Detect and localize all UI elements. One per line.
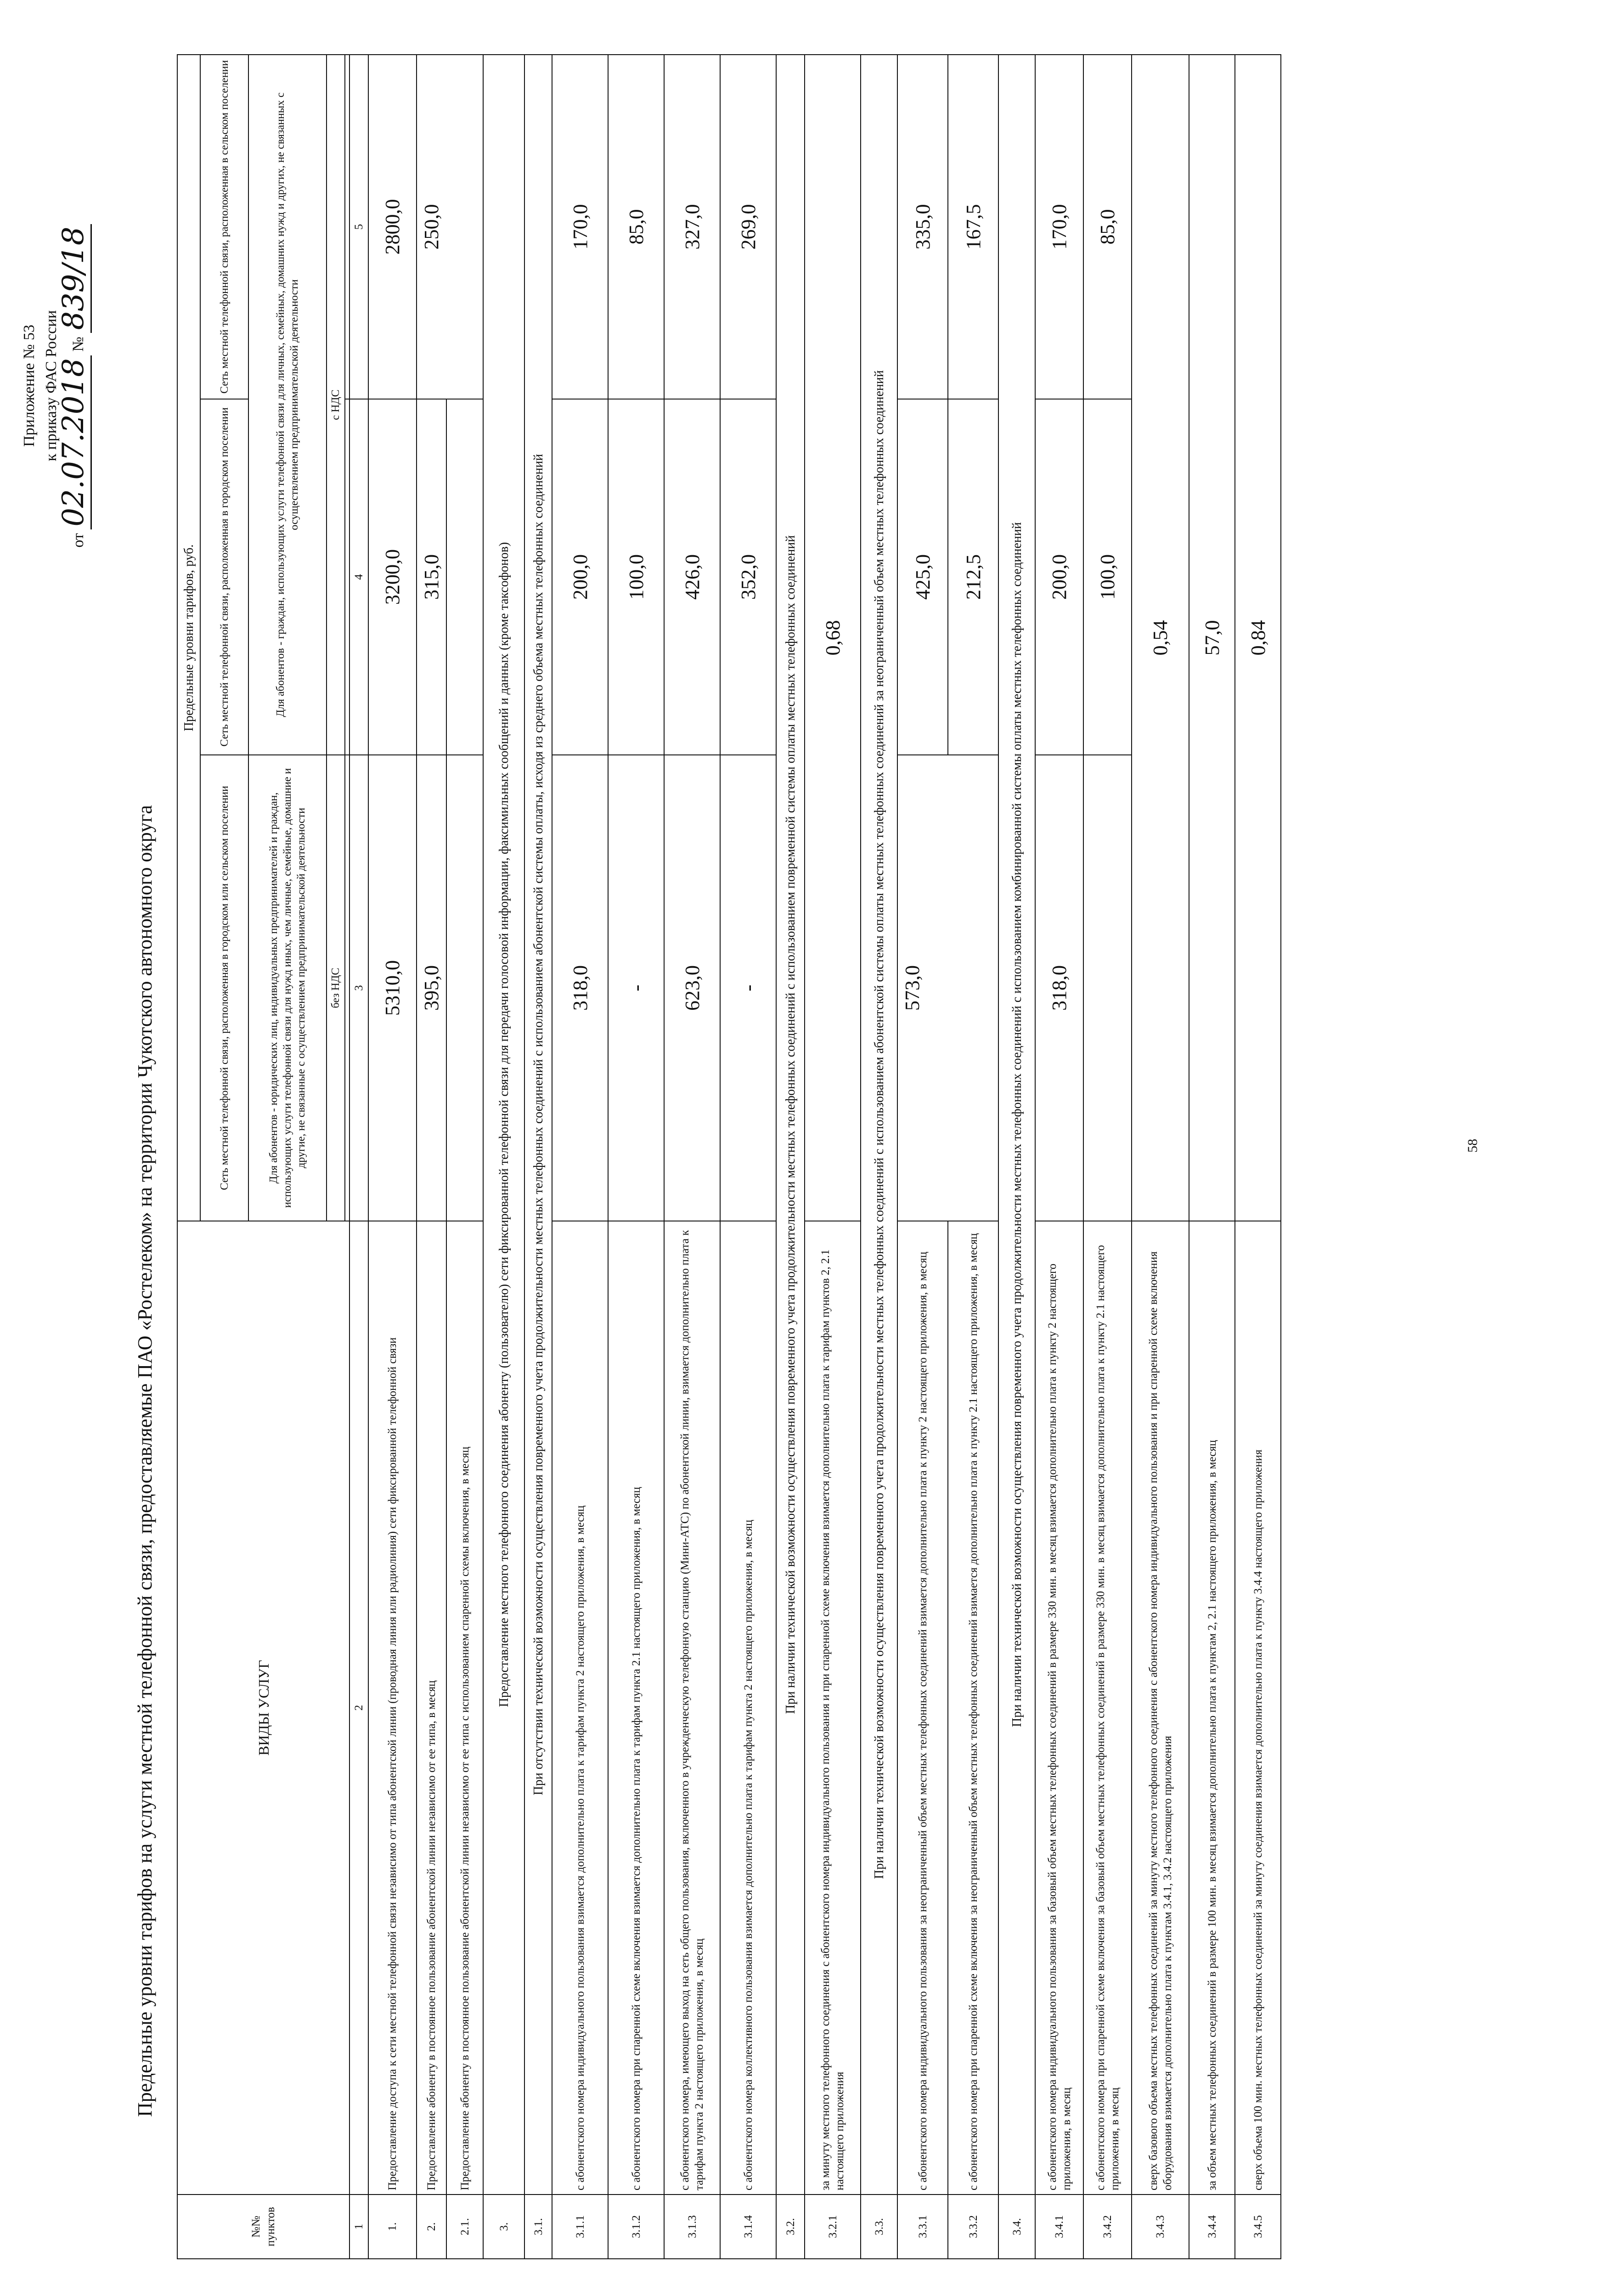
row-text: сверх базового объема местных телефонных соединений за минуту местного телефонного соединения с абонентского номера индивидуального пользования и при спаренной схеме включения оборудования взимается дополнительно плата к пунктам 3.4.1, 3.4.2 настоящего приложения (1132, 1221, 1189, 2195)
row-num: 3.1.4 (720, 2195, 776, 2259)
row-num: 3.4.4 (1189, 2195, 1235, 2259)
section-row (776, 55, 805, 2259)
table-row (805, 55, 861, 2259)
value-col5: 170,0 (552, 55, 608, 399)
table-row (664, 55, 720, 2259)
row-num: 3.4.5 (1235, 2195, 1281, 2259)
header-num: №№ пунктов (177, 2195, 349, 2259)
row-num: 3.4. (998, 2195, 1035, 2259)
row-text: с абонентского номера индивидуального пользования за базовый объем местных телефонных соединений в размере 330 мин. в месяц взимается дополнительно плата к пункту 2 настоящего приложения, в месяц (1035, 1221, 1083, 2195)
value-col4: 212,5 (948, 399, 998, 755)
section-row (524, 55, 552, 2259)
section-row (861, 55, 897, 2259)
row-text: сверх объема 100 мин. местных телефонных соединений за минуту соединения взимается дополнительно плата к пункту 3.4.4 настоящего приложения (1235, 1221, 1281, 2195)
row-num: 2. (417, 2195, 446, 2259)
row-num: 3.3. (861, 2195, 897, 2259)
row-num: 3.1.3 (664, 2195, 720, 2259)
value-col4: 3200,0 (368, 399, 417, 755)
page-title: Предельные уровни тарифов на услуги местной телефонной связи, предоставляемые ПАО «Ростелеком» на территории Чукотского автономного округа (134, 805, 156, 2117)
row-num: 3.4.1 (1035, 2195, 1083, 2259)
table-row (1189, 55, 1235, 2259)
row-text: с абонентского номера при спаренной схеме включения за базовый объем местных телефонных соединений в размере 330 мин. в месяц взимается дополнительно плата к пункту 2.1 настоящего приложения, в месяц (1083, 1221, 1132, 2195)
section-row (483, 55, 524, 2259)
table-row (1035, 55, 1083, 2259)
row-text: Предоставление абоненту в постоянное пользование абонентской линии независимо от ее типа с использованием спаренной схемы включения, в месяц (446, 1221, 483, 2195)
header-group-citizens: Для абонентов - граждан, использующих услуги телефонной связи для личных, семейных, домашних нужд и других, не связанных с осуществлением предпринимательской деятельности (248, 55, 327, 755)
value-col4: 200,0 (1035, 399, 1083, 755)
header-services: ВИДЫ УСЛУГ (177, 1221, 349, 2195)
row-num: 3. (483, 2195, 524, 2259)
value-col5: 2800,0 (368, 55, 417, 399)
table-row (417, 55, 446, 2259)
section-title: При отсутствии технической возможности осуществления повременного учета продолжительности местных телефонных соединений с использованием абонентской системы оплаты, исходя из среднего объема местных телефонных соединений (524, 55, 552, 2195)
row-text: с абонентского номера при спаренной схеме включения взимается дополнительно плата к тарифам пункта 2.1 настоящего приложения, в месяц (608, 1221, 664, 2195)
value-col5: 170,0 (1035, 55, 1083, 399)
row-num: 3.1.1 (552, 2195, 608, 2259)
row-num: 3.2. (776, 2195, 805, 2259)
value-col3: - (608, 755, 664, 1221)
order-reference: к приказу ФАС России (43, 310, 60, 461)
value-merged: 57,0 (1189, 55, 1235, 1221)
value-col4: 352,0 (720, 399, 776, 755)
number-prefix: № (70, 337, 87, 352)
row-text: Предоставление абоненту в постоянное пользование абонентской линии независимо от ее типа, в месяц (417, 1221, 446, 2195)
value-col4: 100,0 (608, 399, 664, 755)
section-row (998, 55, 1035, 2259)
value-col4: 315,0 (417, 399, 446, 755)
value-col5: 335,0 (897, 55, 948, 399)
header-net-city: Сеть местной телефонной связи, расположенная в городском поселении (200, 399, 248, 755)
table-row (1132, 55, 1189, 2259)
row-num: 3.1.2 (608, 2195, 664, 2259)
col-number: 5 (349, 55, 368, 399)
row-text: за минуту местного телефонного соединения с абонентского номера индивидуального пользования и при спаренной схеме включения взимается дополнительно плата к тарифам пунктов 2, 2.1 настоящего приложения (805, 1221, 861, 2195)
value-col5: 167,5 (948, 55, 998, 399)
value-col3: 318,0 (552, 755, 608, 1221)
row-num: 3.4.3 (1132, 2195, 1189, 2259)
value-col5: 327,0 (664, 55, 720, 399)
order-date-line (56, 156, 90, 615)
value-col4: 426,0 (664, 399, 720, 755)
value-col5: 85,0 (1083, 55, 1132, 399)
header-levels: Предельные уровни тарифов, руб. (177, 55, 200, 1221)
value-col3: 573,0 (897, 755, 998, 1221)
col-number: 2 (349, 1221, 368, 2195)
header-no-vat: без НДС (327, 755, 345, 1221)
table-row (897, 55, 948, 2259)
row-text: за объем местных телефонных соединений в размере 100 мин. в месяц взимается дополнительно плата к пунктам 2, 2.1 настоящего приложения, в месяц (1189, 1221, 1235, 2195)
header-with-vat: с НДС (327, 55, 345, 755)
appendix-header (18, 156, 90, 615)
section-title: При наличии технической возможности осуществления повременного учета продолжительности местных телефонных соединений с использованием комбинированной системы оплаты местных телефонных соединений (998, 55, 1035, 2195)
row-text: Предоставление доступа к сети местной телефонной связи независимо от типа абонентской линии (проводная линия или радиолиния) сети фиксированной телефонной связи (368, 1221, 417, 2195)
value-col5: 250,0 (417, 55, 483, 399)
col-number: 3 (349, 755, 368, 1221)
col-number: 4 (349, 399, 368, 755)
header-net-city-or-rural: Сеть местной телефонной связи, расположенная в городском или сельском поселении (200, 755, 248, 1221)
value-col3: 318,0 (1035, 755, 1083, 1221)
column-number-row (349, 55, 368, 2259)
table-row (608, 55, 664, 2259)
value-col5: 269,0 (720, 55, 776, 399)
header-group-legal: Для абонентов - юридических лиц, индивидуальных предпринимателей и граждан, использующих услуги телефонной связи для нужд иных, чем личные, семейные, домашние и другие, не связанные с осуществлением предпринимательской деятельности (248, 755, 327, 1221)
value-col4: 100,0 (1083, 399, 1132, 755)
table-row (552, 55, 608, 2259)
row-num: 1. (368, 2195, 417, 2259)
date-prefix: от (70, 533, 87, 548)
table-row (368, 55, 417, 2259)
value-col4: 200,0 (552, 399, 608, 755)
value-col3: 395,0 (417, 755, 446, 1221)
value-merged: 0,68 (805, 55, 861, 1221)
value-merged: 0,84 (1235, 55, 1281, 1221)
section-title: При наличии технической возможности осуществления повременного учета продолжительности местных телефонных соединений с использованием повременной системы оплаты местных телефонных соединений (776, 55, 805, 2195)
value-col5: 85,0 (608, 55, 664, 399)
value-col3: 623,0 (664, 755, 720, 1221)
section-title: Предоставление местного телефонного соединения абоненту (пользователю) сети фиксированной телефонной связи для передачи голосовой информации, факсимильных сообщений и данных (кроме таксофонов) (483, 55, 524, 2195)
page-number: 58 (1465, 1139, 1480, 1153)
row-num: 3.3.1 (897, 2195, 948, 2259)
col-number: 1 (349, 2195, 368, 2259)
table-row (1235, 55, 1281, 2259)
row-num: 3.2.1 (805, 2195, 861, 2259)
value-col3: 5310,0 (368, 755, 417, 1221)
tariff-table (177, 54, 1281, 2259)
order-number: 839/18 (56, 224, 92, 333)
section-title: При наличии технической возможности осуществления повременного учета продолжительности местных телефонных соединений с использованием абонентской системы оплаты местных телефонных соединений за неограниченный объем местных телефонных соединений (861, 55, 897, 2195)
row-num: 3.4.2 (1083, 2195, 1132, 2259)
row-num: 3.3.2 (948, 2195, 998, 2259)
row-text: с абонентского номера при спаренной схеме включения за неограниченный объем местных телефонных соединений взимается дополнительно плата к пункту 2.1 настоящего приложения, в месяц (948, 1221, 998, 2195)
row-text: с абонентского номера коллективного пользования взимается дополнительно плата к тарифам пункта 2 настоящего приложения, в месяц (720, 1221, 776, 2195)
row-num: 3.1. (524, 2195, 552, 2259)
row-text: с абонентского номера индивидуального пользования взимается дополнительно плата к тарифам пункта 2 настоящего приложения, в месяц (552, 1221, 608, 2195)
table-row (1083, 55, 1132, 2259)
row-text: с абонентского номера, имеющего выход на сеть общего пользования, включенного в учрежденческую телефонную станцию (Мини-АТС) по абонентской линии, взимается дополнительно плата к тарифам пункта 2 настоящего приложения, в месяц (664, 1221, 720, 2195)
value-col4: 425,0 (897, 399, 948, 755)
value-merged: 0,54 (1132, 55, 1189, 1221)
row-text: с абонентского номера индивидуального пользования за неограниченный объем местных телефонных соединений взимается дополнительно плата к пункту 2 настоящего приложения, в месяц (897, 1221, 948, 2195)
order-date: 02.07.2018 (56, 355, 92, 529)
value-col3: - (720, 755, 776, 1221)
row-num: 2.1. (446, 2195, 483, 2259)
table-row (720, 55, 776, 2259)
header-net-rural: Сеть местной телефонной связи, расположенная в сельском поселении (200, 55, 248, 399)
appendix-number: Приложение № 53 (21, 325, 38, 447)
